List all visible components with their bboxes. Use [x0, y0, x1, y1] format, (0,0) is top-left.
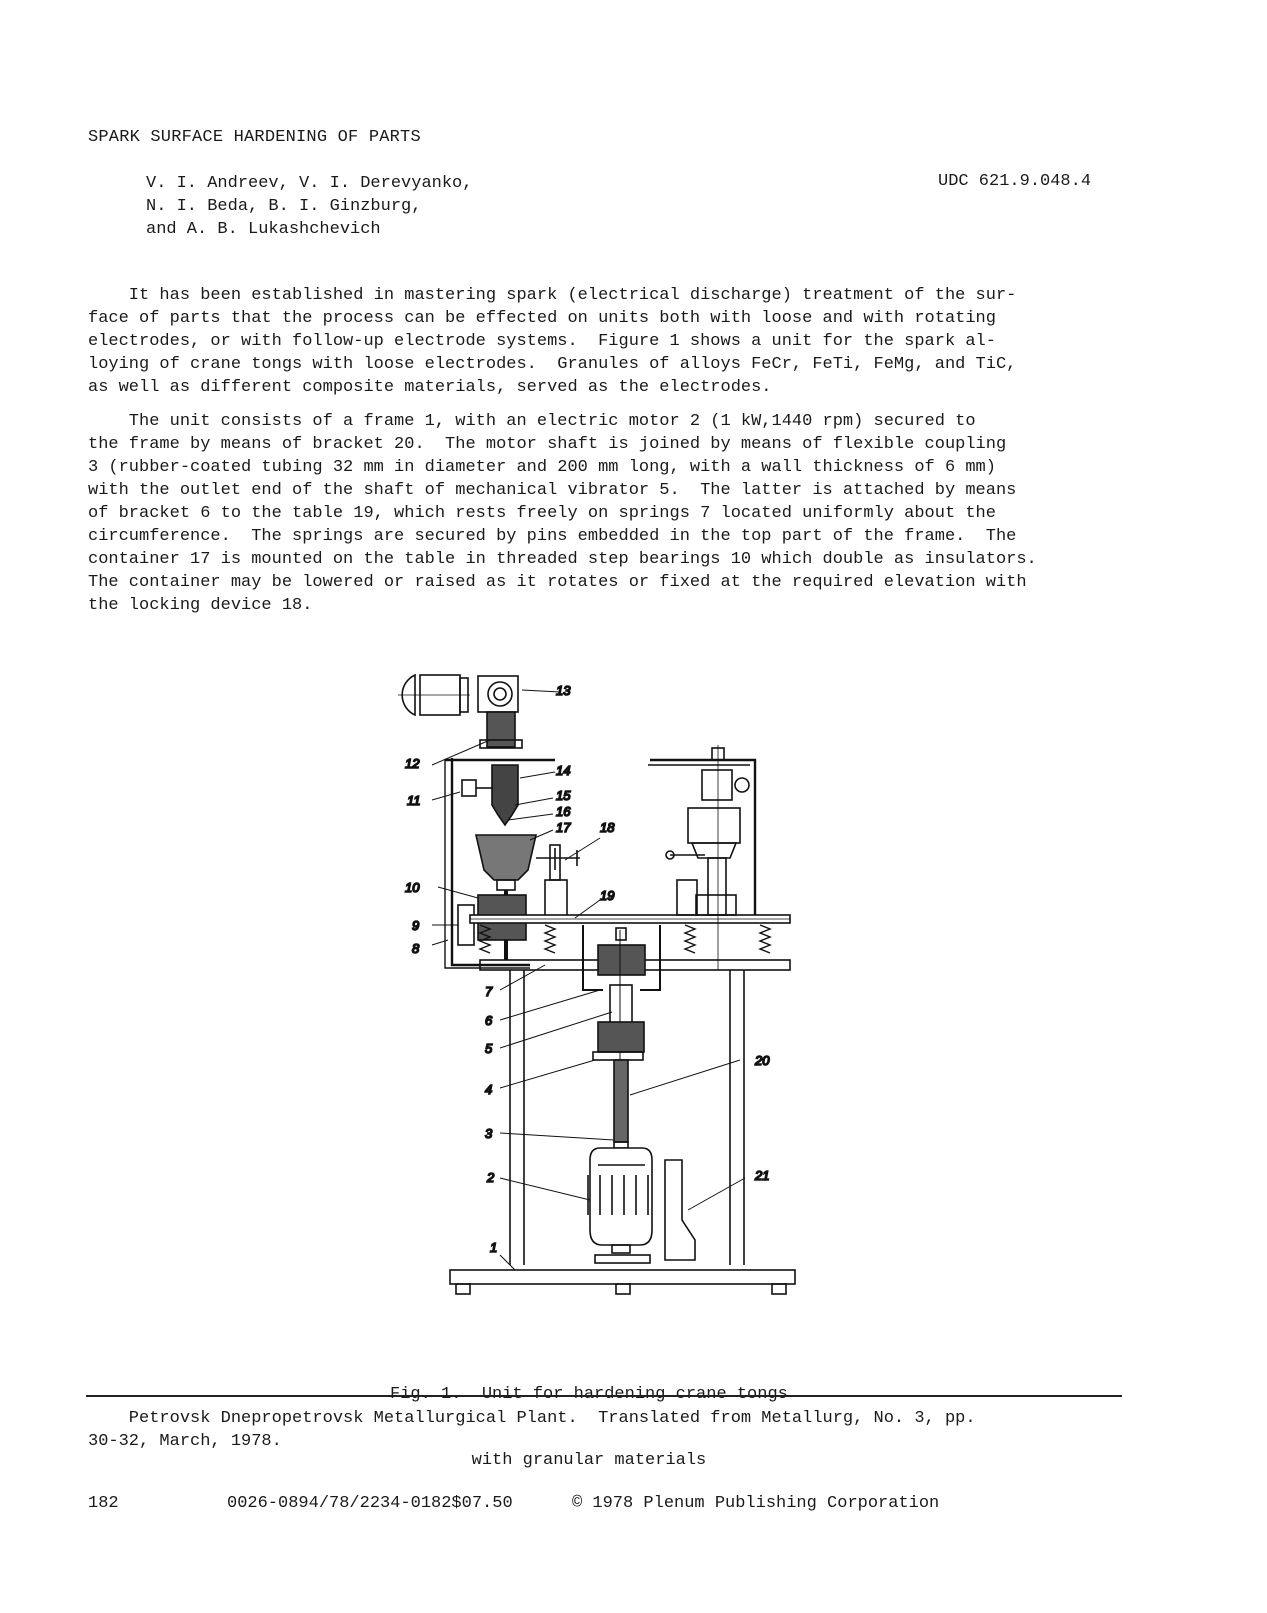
top-drive-motor-icon [398, 675, 518, 715]
label-15: 15 [556, 788, 571, 803]
label-20: 20 [755, 1053, 770, 1068]
text-line: container 17 is mounted on the table in threaded step bearings 10 which double as insulators. [88, 550, 1037, 569]
label-16: 16 [556, 804, 571, 819]
label-7: 7 [485, 984, 493, 999]
footnote-line: 30-32, March, 1978. [88, 1432, 282, 1451]
paragraph-intro [88, 284, 1124, 399]
label-11: 11 [407, 793, 421, 808]
label-14: 14 [556, 763, 571, 778]
figure-1-hardening-unit-drawing [380, 660, 810, 1310]
copyright-notice: © 1978 Plenum Publishing Corporation [572, 1494, 940, 1513]
label-3: 3 [485, 1126, 493, 1141]
label-6: 6 [485, 1013, 493, 1028]
footnote [88, 1407, 976, 1453]
text-line: electrodes, or with follow-up electrode systems. Figure 1 shows a unit for the spark al- [88, 332, 996, 351]
page-number: 182 [88, 1494, 119, 1513]
udc-code: UDC 621.9.048.4 [938, 172, 1092, 191]
text-line: the locking device 18. [88, 596, 313, 615]
author-list [146, 172, 472, 241]
text-line: 3 (rubber-coated tubing 32 mm in diameter and 200 mm long, with a wall thickness of 6 mm) [88, 458, 996, 477]
label-5: 5 [485, 1041, 493, 1056]
text-line: circumference. The springs are secured by pins embedded in the top part of the frame. The [88, 527, 1017, 546]
text-line: the frame by means of bracket 20. The motor shaft is joined by means of flexible coupling [88, 435, 1007, 454]
text-line: The unit consists of a frame 1, with an electric motor 2 (1 kW,1440 rpm) secured to [88, 412, 976, 431]
text-line: The container may be lowered or raised as it rotates or fixed at the required elevation with [88, 573, 1027, 592]
author-line: N. I. Beda, B. I. Ginzburg, [146, 197, 422, 216]
footnote-divider [86, 1395, 1122, 1397]
text-line: of bracket 6 to the table 19, which rests freely on springs 7 located uniformly about the [88, 504, 996, 523]
text-line: face of parts that the process can be effected on units both with loose and with rotating [88, 309, 996, 328]
label-8: 8 [412, 941, 420, 956]
label-2: 2 [487, 1170, 495, 1185]
publication-code: 0026-0894/78/2234-0182$07.50 [227, 1494, 513, 1513]
label-1: 1 [490, 1240, 498, 1255]
text-line: It has been established in mastering spark (electrical discharge) treatment of the sur- [88, 286, 1017, 305]
label-17: 17 [556, 820, 571, 835]
label-21: 21 [755, 1168, 770, 1183]
label-10: 10 [405, 880, 420, 895]
label-9: 9 [412, 918, 420, 933]
text-line: as well as different composite materials, served as the electrodes. [88, 378, 772, 397]
label-13: 13 [556, 683, 571, 698]
text-line: loying of crane tongs with loose electrodes. Granules of alloys FeCr, FeTi, FeMg, and TiC, [88, 355, 1017, 374]
author-line: and A. B. Lukashchevich [146, 220, 381, 239]
caption-line: with granular materials [390, 1451, 707, 1470]
footnote-line: Petrovsk Dnepropetrovsk Metallurgical Plant. Translated from Metallurg, No. 3, pp. [88, 1409, 976, 1428]
electric-motor-icon [588, 1142, 652, 1263]
author-line: V. I. Andreev, V. I. Derevyanko, [146, 174, 473, 193]
label-19: 19 [600, 888, 615, 903]
label-4: 4 [485, 1082, 493, 1097]
article-title: SPARK SURFACE HARDENING OF PARTS [88, 128, 421, 147]
caption-line: Fig. 1. Unit for hardening crane tongs [390, 1385, 788, 1404]
label-18: 18 [600, 820, 615, 835]
paragraph-unit-description [88, 410, 1124, 617]
label-12: 12 [405, 756, 420, 771]
text-line: with the outlet end of the shaft of mechanical vibrator 5. The latter is attached by means [88, 481, 1017, 500]
